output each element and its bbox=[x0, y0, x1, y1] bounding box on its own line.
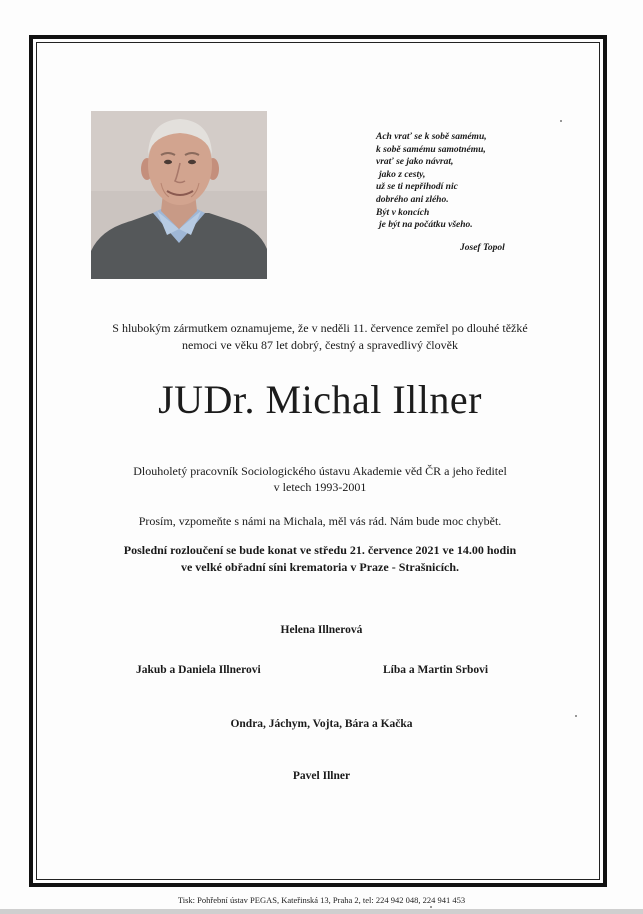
signer-family-left: Jakub a Daniela Illnerovi bbox=[136, 664, 261, 676]
remembrance-request: Prosím, vzpomeňte s námi na Michala, měl vás rád. Nám bude moc chybět. bbox=[138, 514, 502, 528]
poem-line: k sobě samému samotnému, bbox=[376, 144, 486, 155]
poem-line: Být v koncích bbox=[376, 207, 430, 218]
poem-line: už se ti nepřihodí nic bbox=[376, 182, 458, 193]
portrait-illustration bbox=[91, 111, 267, 279]
signer-widow: Helena Illnerová bbox=[280, 624, 363, 636]
announcement-text bbox=[60, 320, 580, 354]
signer-family-right: Líba a Martin Srbovi bbox=[383, 664, 489, 676]
description-line: v letech 1993-2001 bbox=[273, 480, 367, 494]
signer-brother: Pavel Illner bbox=[292, 770, 351, 782]
poem-line: jako z cesty, bbox=[379, 169, 426, 180]
poem bbox=[376, 131, 487, 232]
signer-grandchildren: Ondra, Jáchym, Vojta, Bára a Kačka bbox=[230, 718, 413, 730]
description-line: Dlouholetý pracovník Sociologického ústavu Akademie věd ČR a jeho ředitel bbox=[133, 464, 507, 478]
scan-speck bbox=[575, 715, 577, 717]
poem-line: je být na počátku všeho. bbox=[379, 220, 473, 231]
portrait-photo bbox=[91, 111, 267, 279]
print-footer: Tisk: Pohřební ústav PEGAS, Kateřinská 13, Praha 2, tel: 224 942 048, 224 941 453 bbox=[177, 895, 466, 905]
funeral-line: ve velké obřadní síni krematoria v Praze - Strašnicích. bbox=[180, 560, 460, 574]
deceased-name: JUDr. Michal Illner bbox=[158, 377, 482, 422]
announcement-line: nemoci ve věku 87 let dobrý, čestný a spravedlivý člověk bbox=[182, 338, 458, 352]
funeral-line: Poslední rozloučení se bude konat ve středu 21. července 2021 ve 14.00 hodin bbox=[123, 543, 517, 557]
poem-author: Josef Topol bbox=[460, 243, 505, 253]
career-description bbox=[60, 463, 580, 495]
scan-speck bbox=[430, 906, 432, 908]
scan-bottom-edge bbox=[0, 909, 643, 914]
poem-line: Ach vrať se k sobě samému, bbox=[376, 132, 487, 142]
announcement-line: S hlubokým zármutkem oznamujeme, že v neděli 11. července zemřel po dlouhé těžké bbox=[112, 321, 528, 335]
poem-line: vrať se jako návrat, bbox=[376, 157, 454, 168]
funeral-details bbox=[60, 542, 580, 576]
scan-speck bbox=[560, 120, 562, 122]
poem-line: dobrého ani zlého. bbox=[376, 194, 449, 205]
